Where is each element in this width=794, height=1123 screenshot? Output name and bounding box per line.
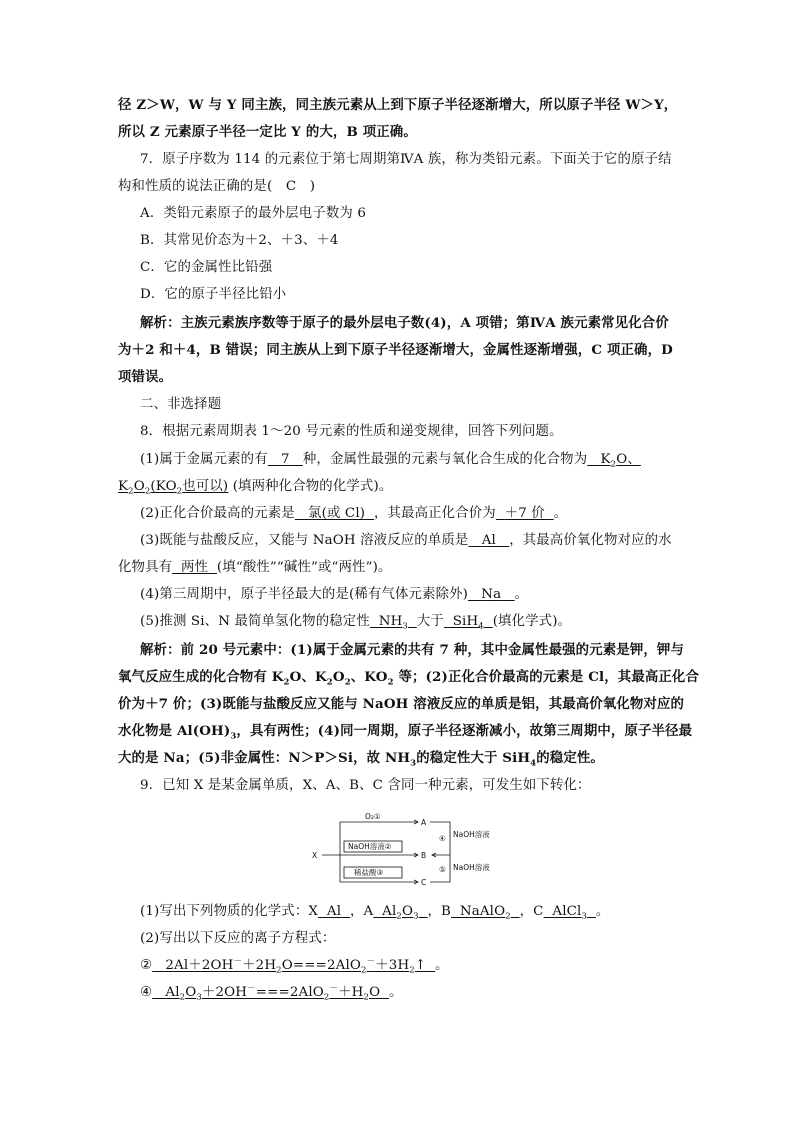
option-b: B．其常见价态为＋2、＋3、＋4 [140,233,339,248]
node-x: X [312,851,318,860]
node-b: B [421,851,427,860]
equation-4: ④ $Al_2O_3+2OH^-===2AlO_2^-+H_2O$ 。 [140,983,403,1003]
option-d: D．它的原子半径比铅小 [140,287,287,302]
conversion-diagram [310,810,510,890]
analysis-line: 项错误。 [118,369,173,385]
q8-part-5: (5)推测 Si、N 最简单氢化物的稳定性 $NH_3$ 大于 SiH$_4$ (填化学式)。 [140,614,572,632]
section-heading: 二、非选择题 [140,397,222,412]
label-hcl: 稀盐酸③ [354,868,384,877]
label-o2: O₂① [365,812,381,821]
q8-part-1-cont: $K_2O_2(KO_2$也可以) (填两种化合物的化学式)。 [118,479,393,497]
text-line: 所以 Z 元素原子半径一定比 Y 的大，B 项正确。 [118,124,417,140]
analysis-line: 解析：主族元素族序数等于原子的最外层电子数(4)，A 项错；第ⅣA 族元素常见化合价 [140,315,669,331]
analysis-line: 价为＋7 价；(3)既能与盐酸反应又能与 NaOH 溶液反应的单质是铝，其最高价氧化物对应的 [118,696,685,712]
question-7-stem: 构和性质的说法正确的是( C ) [118,179,316,194]
analysis-line: 水化物是 $Al(OH)_3$，具有两性；(4)同一周期，原子半径逐渐减小，故第三周期中，原子半径最 [118,723,693,742]
label-naoh: NaOH溶液② [348,842,392,851]
analysis-line: 氧气反应生成的化合物有 $K_2O$、$K_2O_2$、$KO_2$ 等；(2)正化合价最高的元素是 Cl，其最高正化合 [118,669,700,688]
option-c: C．它的金属性比铅强 [140,260,273,275]
q9-part-1: (1)写出下列物质的化学式：X Al ，A $Al_2O_3$ ，B NaAlO$_2$ ，C AlCl$_3$ 。 [140,904,610,922]
question-8-stem: 8．根据元素周期表 1～20 号元素的性质和递变规律，回答下列问题。 [140,424,563,439]
question-7-stem: 7．原子序数为 114 的元素位于第七周期第ⅣA 族，称为类铅元素。下面关于它的原子结 [140,152,672,167]
question-9-stem: 9．已知 X 是某金属单质，X、A、B、C 含同一种元素，可发生如下转化： [140,778,591,793]
q8-part-2: (2)正化合价最高的元素是 氯(或 Cl) ，其最高正化合价为 ＋7 价 。 [140,506,568,521]
q9-part-2: (2)写出以下反应的离子方程式： [140,931,336,946]
label-naoh-b: NaOH溶液 [453,863,490,872]
q8-part-3-cont: 化物具有 两性 (填“酸性”“碱性”或“两性”)。 [118,560,392,575]
equation-2: ② $2Al+2OH^-+2H_2O===2AlO_2^-+3H_2↑$ 。 [140,956,449,976]
label-4: ④ [439,834,446,843]
q8-part-4: (4)第三周期中，原子半径最大的是(稀有气体元素除外) Na 。 [140,587,529,602]
q8-part-3: (3)既能与盐酸反应，又能与 NaOH 溶液反应的单质是 Al ，其最高价氧化物对应的水 [140,533,672,548]
text-line: 径 Z＞W，W 与 Y 同主族，同主族元素从上到下原子半径逐渐增大，所以原子半径 W＞Y， [118,97,678,113]
analysis-line: 解析：前 20 号元素中：(1)属于金属元素的共有 7 种，其中金属性最强的元素是钾，钾与 [140,642,685,658]
node-c: C [421,878,427,887]
label-naoh-a: NaOH溶液 [453,830,490,839]
q8-part-1: (1)属于金属元素的有 7 种，金属性最强的元素与氧化合生成的化合物为 $K_2O$、 [140,452,641,470]
label-5: ⑤ [439,865,446,874]
analysis-line: 为＋2 和＋4，B 错误；同主族从上到下原子半径逐渐增大，金属性逐渐增强，C 项正确，D [118,342,673,358]
analysis-line: 大的是 Na；(5)非金属性：N＞P＞Si，故 $NH_3$的稳定性大于 SiH$_4$的稳定性。 [118,750,604,769]
node-a: A [421,818,427,827]
option-a: A．类铅元素原子的最外层电子数为 6 [140,206,367,221]
